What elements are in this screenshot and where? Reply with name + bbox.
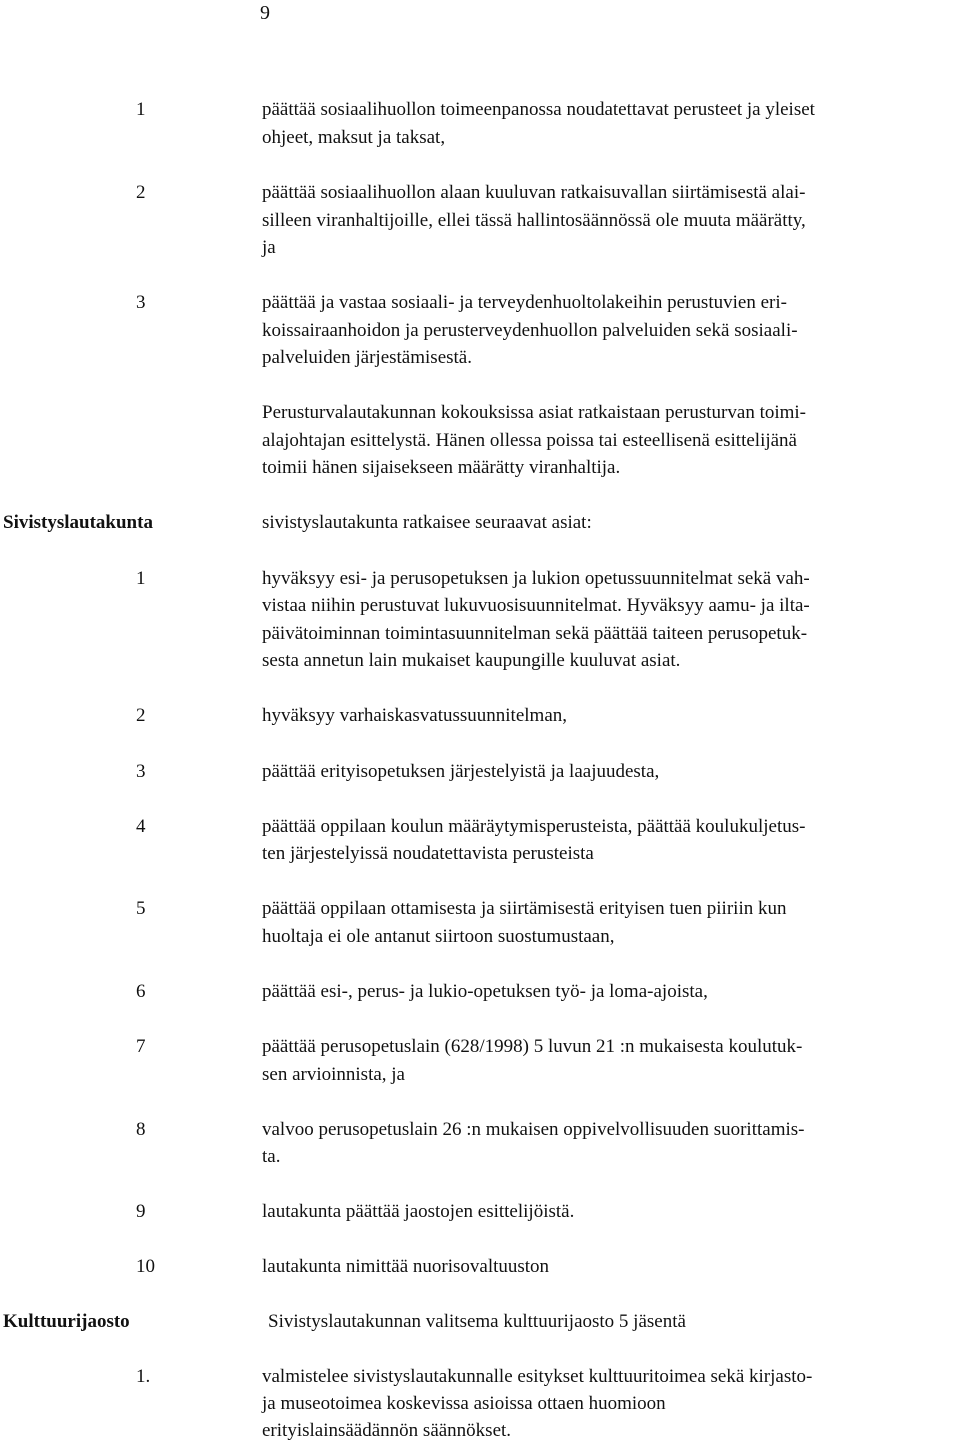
item-line: päättää perusopetuslain (628/1998) 5 luvun 21 :n mukaisesta koulutuk- bbox=[262, 1036, 803, 1057]
item-number: 4 bbox=[136, 816, 146, 837]
item-line: lautakunta päättää jaostojen esittelijöistä. bbox=[262, 1201, 575, 1222]
item-line: lautakunta nimittää nuorisovaltuuston bbox=[262, 1256, 550, 1277]
item-line: valmistelee sivistyslautakunnalle esitykset kulttuuritoimea sekä kirjasto- bbox=[262, 1366, 813, 1387]
item-line: vistaa niihin perustuvat lukuvuosisuunnitelmat. Hyväksyy aamu- ja ilta- bbox=[262, 595, 810, 616]
item-line: ja museotoimea koskevissa asioissa ottaen huomioon bbox=[262, 1393, 666, 1414]
item-number: 1. bbox=[136, 1366, 151, 1387]
item-line: sen arvioinnista, ja bbox=[262, 1064, 405, 1085]
item-number: 5 bbox=[136, 898, 146, 919]
item-line: hyväksyy varhaiskasvatussuunnitelman, bbox=[262, 705, 568, 726]
item-line: päivätoiminnan toimintasuunnitelman sekä päättää taiteen perusopetuk- bbox=[262, 623, 808, 644]
item-line: silleen viranhaltijoille, ellei tässä hallintosäännössä ole muuta määrätty, bbox=[262, 210, 806, 231]
item-line: päättää oppilaan koulun määräytymisperusteista, päättää koulukuljetus- bbox=[262, 816, 806, 837]
item-number: 1 bbox=[136, 568, 146, 589]
item-line: huoltaja ei ole antanut siirtoon suostumustaan, bbox=[262, 926, 615, 947]
section-heading-sivistyslautakunta: Sivistyslautakunta bbox=[3, 512, 153, 533]
item-number: 2 bbox=[136, 705, 146, 726]
item-number: 3 bbox=[136, 761, 146, 782]
item-line: valvoo perusopetuslain 26 :n mukaisen oppivelvollisuuden suorittamis- bbox=[262, 1119, 805, 1140]
item-line: päättää erityisopetuksen järjestelyistä ja laajuudesta, bbox=[262, 761, 660, 782]
item-number: 6 bbox=[136, 981, 146, 1002]
item-line: erityislainsäädännön säännökset. bbox=[262, 1420, 512, 1441]
section-intro: Sivistyslautakunnan valitsema kulttuurijaosto 5 jäsentä bbox=[268, 1311, 686, 1332]
item-line: ten järjestelyissä noudatettavista perusteista bbox=[262, 843, 594, 864]
item-line: ohjeet, maksut ja taksat, bbox=[262, 127, 446, 148]
item-line: päättää ja vastaa sosiaali- ja terveydenhuoltolakeihin perustuvien eri- bbox=[262, 292, 787, 313]
item-number: 10 bbox=[136, 1256, 155, 1277]
item-number: 9 bbox=[136, 1201, 146, 1222]
item-line: palveluiden järjestämisestä. bbox=[262, 347, 472, 368]
item-line: päättää oppilaan ottamisesta ja siirtämisestä erityisen tuen piiriin kun bbox=[262, 898, 787, 919]
item-number: 3 bbox=[136, 292, 146, 313]
item-line: päättää sosiaalihuollon toimeenpanossa noudatettavat perusteet ja yleiset bbox=[262, 99, 815, 120]
paragraph-line: toimii hänen sijaisekseen määrätty viranhaltija. bbox=[262, 457, 621, 478]
item-line: ja bbox=[262, 237, 276, 258]
page-number: 9 bbox=[260, 2, 270, 24]
section-intro: sivistyslautakunta ratkaisee seuraavat asiat: bbox=[262, 512, 592, 533]
item-number: 8 bbox=[136, 1119, 146, 1140]
item-number: 2 bbox=[136, 182, 146, 203]
item-line: koissairaanhoidon ja perusterveydenhuollon palveluiden sekä sosiaali- bbox=[262, 320, 798, 341]
paragraph-line: Perusturvalautakunnan kokouksissa asiat ratkaistaan perusturvan toimi- bbox=[262, 402, 807, 423]
item-line: hyväksyy esi- ja perusopetuksen ja lukion opetussuunnitelmat sekä vah- bbox=[262, 568, 810, 589]
item-number: 1 bbox=[136, 99, 146, 120]
section-heading-kulttuurijaosto: Kulttuurijaosto bbox=[3, 1311, 130, 1332]
item-line: sesta annetun lain mukaiset kaupungille kuuluvat asiat. bbox=[262, 650, 681, 671]
item-line: ta. bbox=[262, 1146, 281, 1167]
item-line: päättää esi-, perus- ja lukio-opetuksen työ- ja loma-ajoista, bbox=[262, 981, 708, 1002]
paragraph-line: alajohtajan esittelystä. Hänen ollessa poissa tai esteellisenä esittelijänä bbox=[262, 430, 797, 451]
item-number: 7 bbox=[136, 1036, 146, 1057]
item-line: päättää sosiaalihuollon alaan kuuluvan ratkaisuvallan siirtämisestä alai- bbox=[262, 182, 806, 203]
